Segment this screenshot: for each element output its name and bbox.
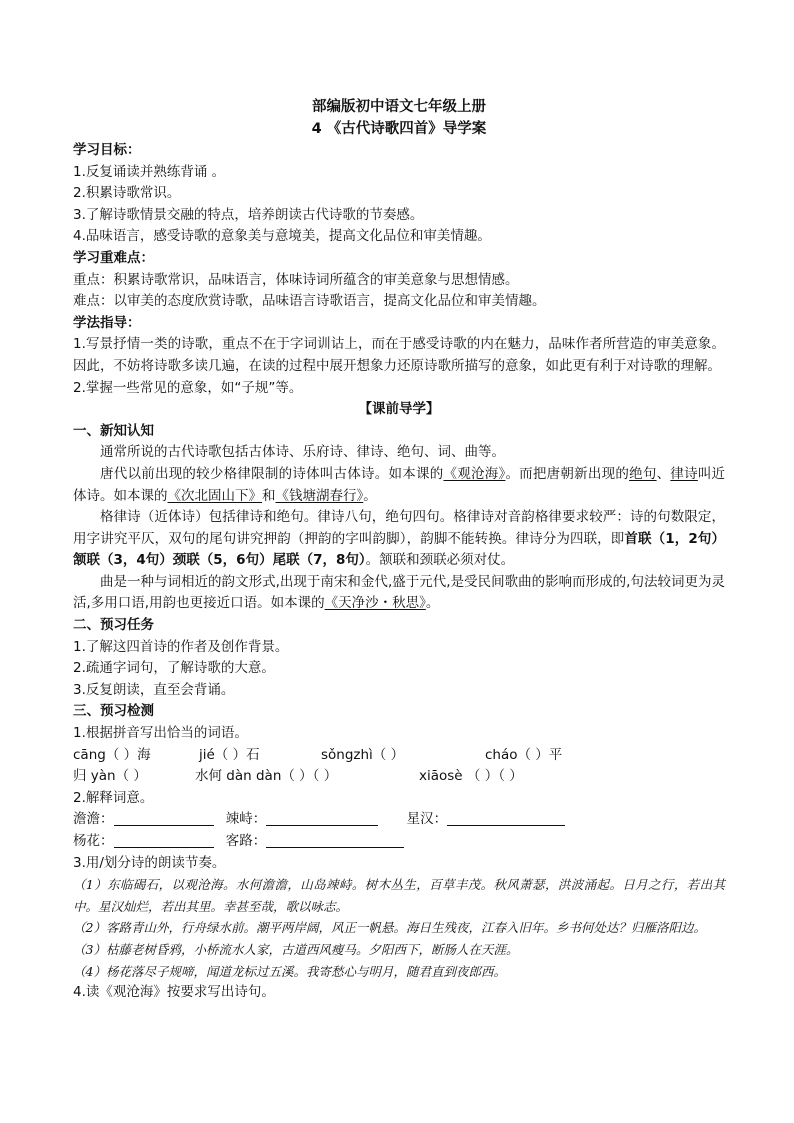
question-2: 2.解释词意。: [73, 789, 154, 806]
term-lvshi: 律诗: [670, 465, 698, 482]
text-run: 曲是一种与词相近的韵文形式,出现于南宋和金代,盛于元代,是受民间歌曲的影响而形成的,句法较词更为灵活,多用口语,用韵也更接近口语。如本课的: [73, 573, 725, 612]
regulated-verse-paragraph: [73, 507, 725, 572]
poetry-types-paragraph: 通常所说的古代诗歌包括古体诗、乐府诗、律诗、绝句、词、曲等。: [100, 444, 505, 461]
method-paragraph-1: 1.写景抒情一类的诗歌，重点不在于字词训诂上，而在于感受诗歌的内在魅力，品味作者所营造的审美意象。因此，不妨将诗歌多读几遍，在读的过程中展开想象力还原诗歌所描写的意象，如此更有利于对诗歌的理解。: [73, 336, 725, 374]
worksheet-page: [73, 96, 725, 1004]
couplet-structure: 首联（1，2句）颔联（3，4句）颈联（5，6句）尾联（7，8句）: [73, 530, 726, 569]
goal-item: 3.了解诗歌情景交融的特点，培养朗读古代诗歌的节奏感。: [73, 206, 424, 223]
pinyin-blank-songzhi[interactable]: sǒngzhì（ ）: [321, 746, 405, 763]
vocab-answer-line[interactable]: [266, 811, 378, 826]
vocab-row-2: [73, 831, 725, 853]
poem-link-qian-tang-hu: 《钱塘湖春行》: [275, 487, 364, 504]
document-title: 部编版初中语文七年级上册: [312, 99, 486, 115]
vocab-answer-line[interactable]: [447, 811, 565, 826]
pinyin-row-1: [73, 745, 725, 767]
section-1-heading: 一、新知认知: [73, 422, 154, 439]
text-run: 。而把唐朝新出现的: [505, 465, 630, 482]
key-point-focus: 重点：积累诗歌常识，品味语言，体味诗词所蕴含的审美意象与思想情感。: [73, 271, 519, 288]
section-3-heading: 三、预习检测: [73, 703, 154, 720]
key-point-difficulty: 难点：以审美的态度欣赏诗歌，品味语言诗歌语言，提高文化品位和审美情趣。: [73, 293, 546, 310]
method-heading: 学法指导：: [73, 314, 141, 331]
vocab-answer-line[interactable]: [266, 833, 404, 848]
text-run: 。: [363, 487, 377, 504]
goals-heading: 学习目标：: [73, 142, 141, 158]
method-paragraph-2: 2.掌握一些常见的意象，如“子规”等。: [73, 379, 303, 396]
goal-item: 2.积累诗歌常识。: [73, 185, 181, 202]
task-item: 2.疏通字词句，了解诗歌的大意。: [73, 660, 275, 677]
text-run: 和: [262, 487, 276, 504]
qu-paragraph: [73, 572, 725, 615]
vocab-answer-line[interactable]: [114, 811, 214, 826]
pinyin-blank-cang[interactable]: cāng（ ）海: [73, 746, 151, 763]
poem-link-guan-cang-hai: 《观沧海》: [443, 465, 506, 482]
vocab-label: 澹澹：: [73, 811, 114, 828]
task-item: 1.了解这四首诗的作者及创作背景。: [73, 638, 289, 655]
pinyin-blank-yan[interactable]: 归 yàn（ ）: [73, 768, 147, 785]
poem-link-tian-jing-sha: 《天净沙・秋思》: [324, 595, 426, 612]
key-points-heading: 学习重难点：: [73, 249, 154, 266]
question-4: 4.读《观沧海》按要求写出诗句。: [73, 984, 275, 1001]
vocab-answer-line[interactable]: [114, 833, 214, 848]
text-run: 唐代以前出现的较少格律限制的诗体叫古体诗。如本课的: [100, 465, 444, 482]
poem-text: （2）客路青山外，行舟绿水前。潮平两岸阔，风正一帆悬。海日生残夜，江春入旧年。乡书何处达？归雁洛阳边。: [73, 920, 706, 936]
task-item: 3.反复朗读，直至会背诵。: [73, 681, 235, 698]
pinyin-blank-jie[interactable]: jié（ ）石: [199, 746, 260, 763]
vocab-label: 竦峙：: [225, 811, 267, 828]
question-1: 1.根据拼音写出恰当的词语。: [73, 725, 248, 742]
poem-text: （3）枯藤老树昏鸦，小桥流水人家，古道西风瘦马。夕阳西下，断肠人在天涯。: [73, 941, 519, 957]
preview-banner: 【课前导学】: [358, 401, 440, 418]
vocab-label: 客路：: [225, 833, 267, 849]
document-subtitle: 4 《古代诗歌四首》导学案: [311, 121, 487, 137]
section-2-heading: 二、预习任务: [73, 617, 154, 634]
text-run: 格律诗（近体诗）包括律诗和绝句。律诗八句，绝句四句。格律诗对音韵格律要求较严：诗的句数限定，用字讲究平仄，双句的尾句讲究押韵（押韵的字叫韵脚），韵脚不能转换。律诗分为四联，即: [73, 509, 725, 547]
text-run: 、: [656, 465, 671, 482]
poem-text: （4）杨花落尽子规啼，闻道龙标过五溪。我寄愁心与明月，随君直到夜郎西。: [73, 963, 506, 979]
text-run: 。颔联和颈联必须对仗。: [365, 552, 515, 569]
goal-item: 1.反复诵读并熟练背诵 。: [73, 163, 226, 180]
pinyin-row-2: [73, 766, 725, 788]
ancient-style-paragraph: [73, 464, 725, 507]
vocab-label: 杨花：: [73, 833, 114, 849]
question-3: 3.用/划分诗的朗读节奏。: [73, 854, 226, 871]
pinyin-blank-xiaose[interactable]: xiāosè （ ）（ ）: [419, 768, 523, 785]
text-run: 。: [425, 595, 440, 612]
vocab-label: 星汉：: [406, 811, 448, 828]
term-jueju: 绝句: [629, 465, 657, 482]
goal-item: 4.品味语言，感受诗歌的意象美与意境美，提高文化品位和审美情趣。: [73, 228, 491, 245]
pinyin-blank-chao[interactable]: cháo（ ）平: [485, 746, 563, 763]
poem-link-ci-bei-gu-shan: 《次北固山下》: [167, 487, 262, 504]
text-run: 叫近体诗。如本课的: [73, 465, 726, 504]
pinyin-blank-dandan[interactable]: 水何 dàn dàn（ ）（ ）: [195, 768, 338, 785]
vocab-row-1: [73, 809, 725, 831]
poem-text: （1）东临碣石，以观沧海。水何澹澹，山岛竦峙。树木丛生，百草丰茂。秋风萧瑟，洪波涌起。日月之行，若出其中。星汉灿烂，若出其里。幸甚至哉，歌以咏志。: [73, 877, 725, 914]
